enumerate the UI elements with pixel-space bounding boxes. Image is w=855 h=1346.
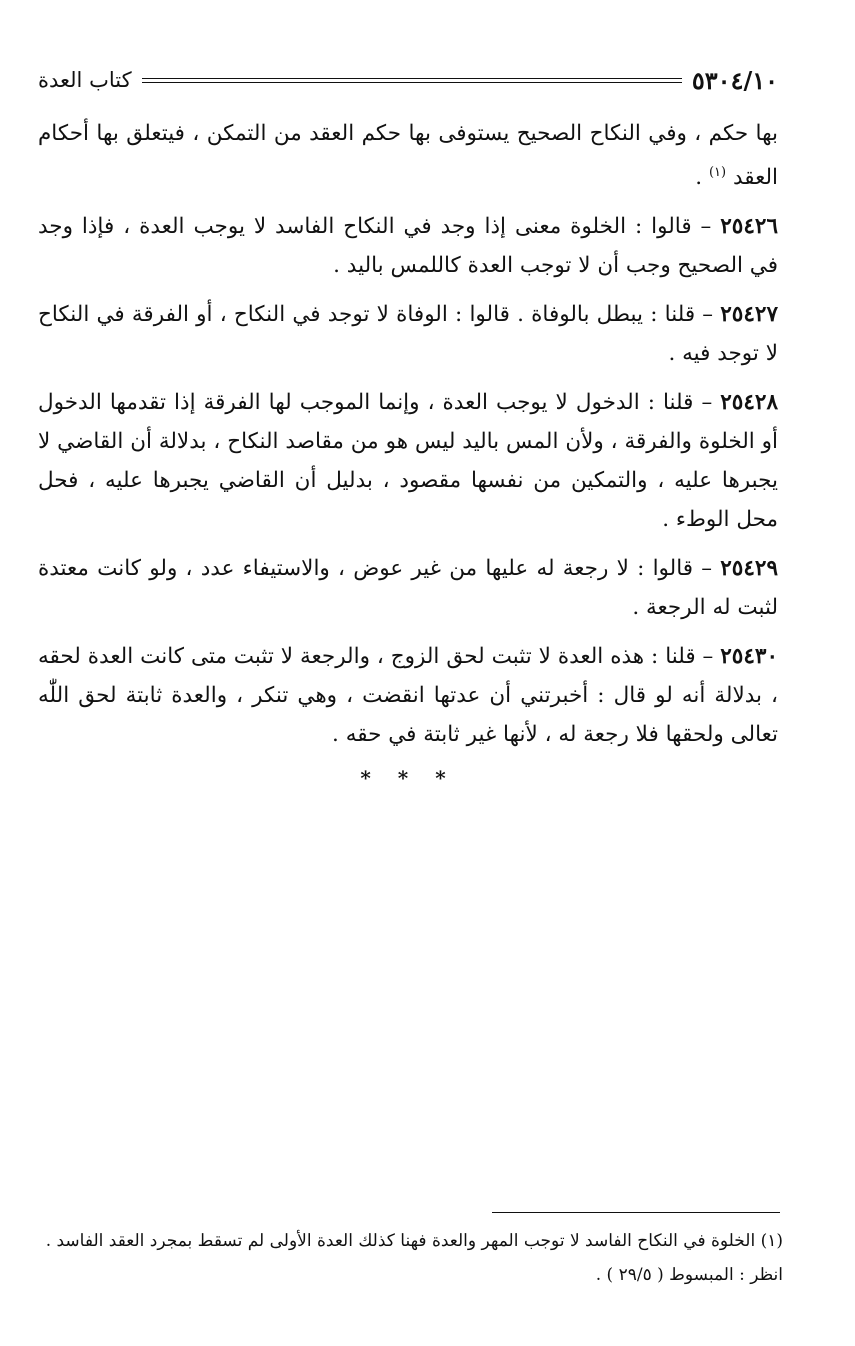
page-number: ٥٣٠٤/١٠	[691, 65, 778, 95]
footnote-line: (١) الخلوة في النكاح الفاسد لا توجب المهر والعدة فهنا كذلك العدة الأولى لم تسقط بمجرد العقد الفاسد .	[45, 1231, 783, 1251]
paragraph	[38, 207, 778, 285]
paragraph-text: – قالوا : لا رجعة له عليها من غير عوض ، والاستيفاء عدد ، ولو كانت معتدة لثبت له الرجعة .	[38, 556, 778, 621]
paragraph-text: بها حكم ، وفي النكاح الصحيح يستوفى بها حكم العقد من التمكن ، فيتعلق بها أحكام العقد	[38, 121, 778, 191]
paragraph-number: ٢٥٤٢٨	[720, 390, 778, 416]
main-text	[38, 114, 778, 790]
footnote-rule	[492, 1212, 780, 1213]
paragraph	[38, 549, 778, 627]
section-separator: * * *	[360, 766, 456, 791]
paragraph	[38, 637, 778, 754]
footnote-line: انظر : المبسوط ( ٢٩/٥ ) .	[595, 1265, 783, 1285]
header-rule	[142, 78, 682, 83]
paragraph-number: ٢٥٤٢٧	[720, 302, 778, 328]
chapter-title: كتاب العدة	[38, 68, 132, 92]
paragraph	[38, 295, 778, 373]
paragraph-text: – قلنا : هذه العدة لا تثبت لحق الزوج ، والرجعة لا تثبت متى كانت العدة لحقه ، بدلالة أنه لو قال : أخبرتني أن عدتها انقضت ، وهي تنكر ، والعدة ثابتة لحق اللّٰه تعالى ولحقها فلا رجعة له ، لأنها غير ثابتة في حقه .	[38, 644, 778, 748]
paragraph-number: ٢٥٤٣٠	[720, 644, 778, 670]
paragraph-text: – قلنا : يبطل بالوفاة . قالوا : الوفاة لا توجد في النكاح ، أو الفرقة في النكاح لا توجد فيه .	[38, 302, 778, 367]
paragraph-tail: .	[695, 165, 709, 191]
paragraph	[38, 114, 778, 197]
footnote-ref: (١)	[708, 165, 727, 180]
running-header	[38, 60, 778, 100]
paragraph-text: – قلنا : الدخول لا يوجب العدة ، وإنما الموجب لها الفرقة إذا تقدمها الدخول أو الخلوة والفرقة ، ولأن المس باليد ليس هو من مقاصد النكاح ، بدلالة أن القاضي لا يجبرها عليه ، والتمكين من نفسها مقصود ، بدليل أن القاضي يجبرها عليه ، فحل محل الوطء .	[38, 390, 778, 533]
paragraph-text: – قالوا : الخلوة معنى إذا وجد في النكاح الفاسد لا يوجب العدة ، فإذا وجد في الصحيح وجب أن لا توجب العدة كاللمس باليد .	[38, 214, 778, 279]
page	[38, 60, 778, 790]
paragraph-number: ٢٥٤٢٩	[720, 556, 778, 582]
paragraph-number: ٢٥٤٢٦	[720, 214, 778, 240]
paragraph	[38, 383, 778, 539]
footnotes	[38, 1224, 783, 1292]
